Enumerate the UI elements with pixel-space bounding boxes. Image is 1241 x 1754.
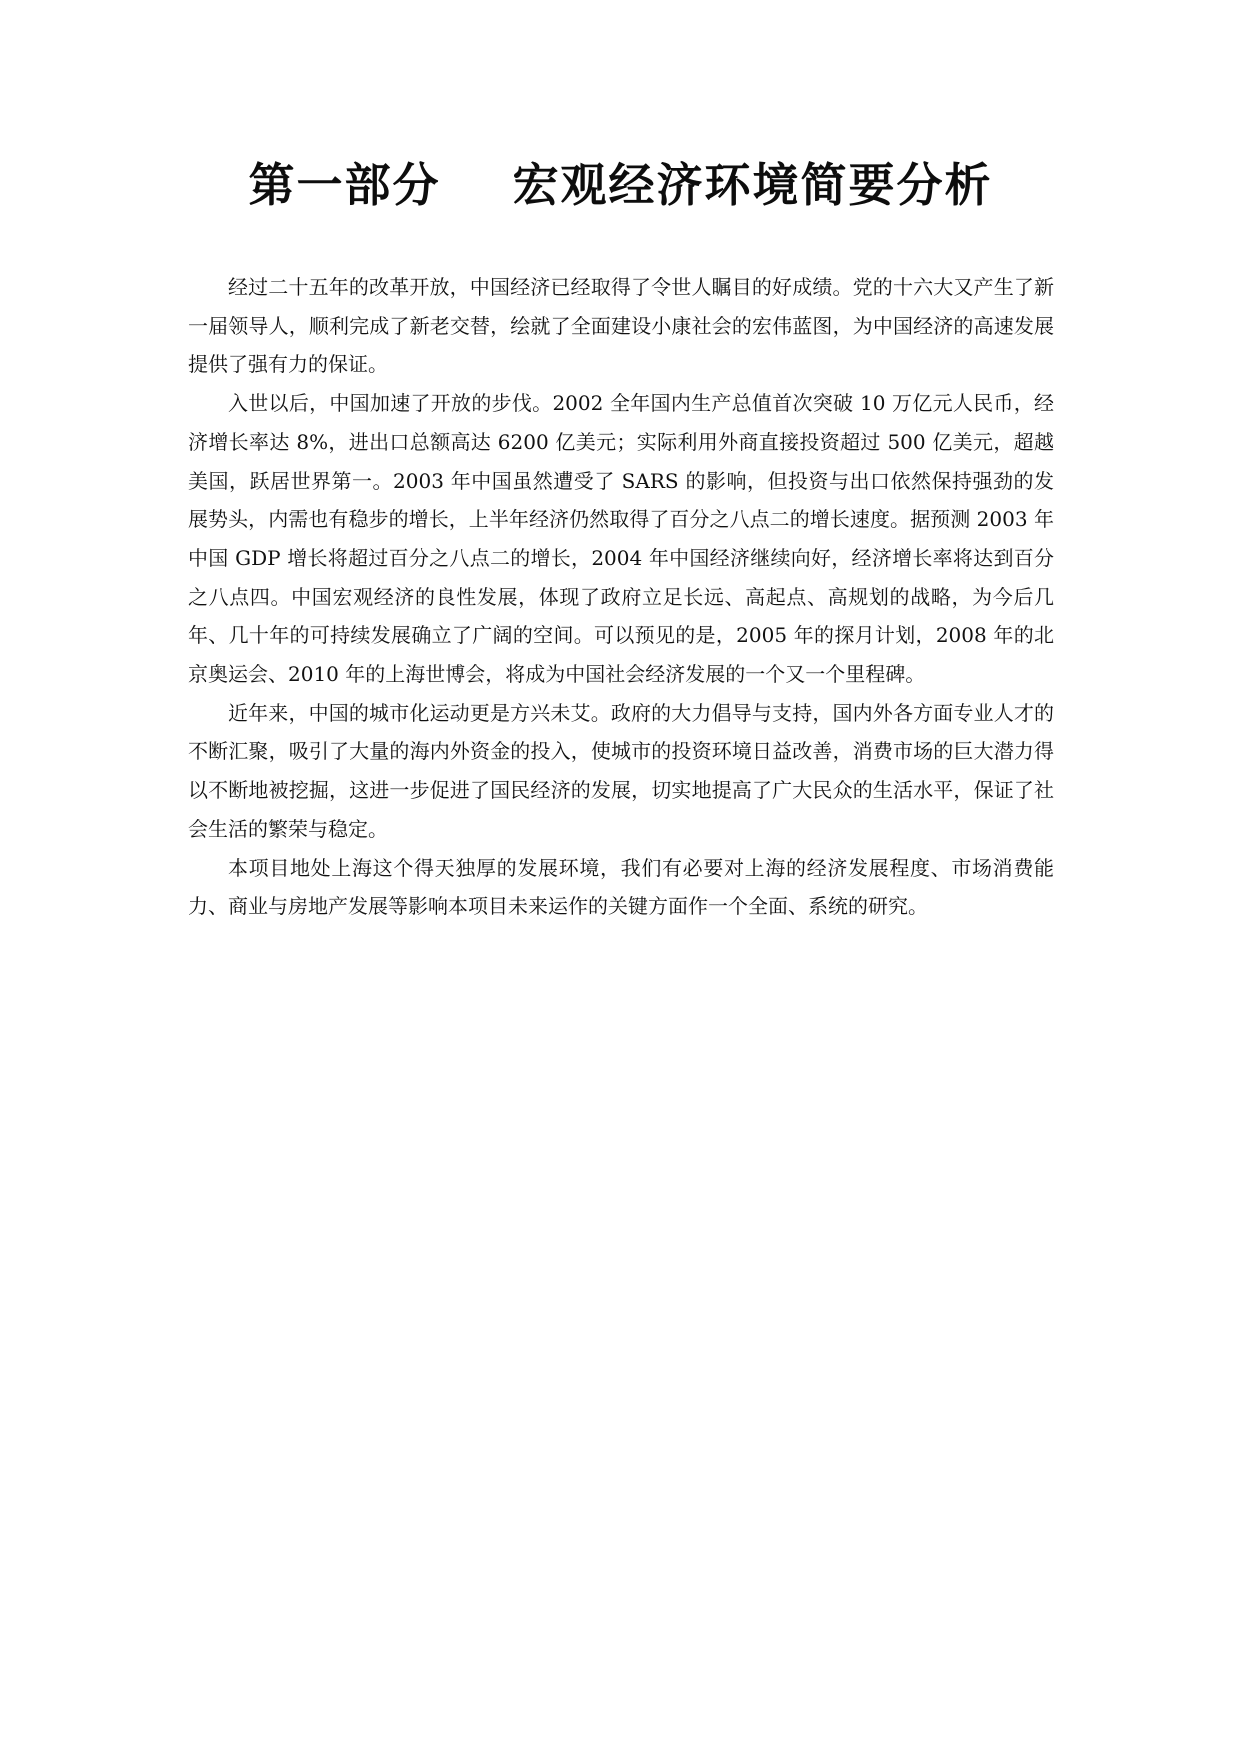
page-title: 第一部分 宏观经济环境简要分析 <box>248 158 993 212</box>
paragraph-reform: 经过二十五年的改革开放，中国经济已经取得了令世人瞩目的好成绩。党的十六大又产生了新一届领导人，顺利完成了新老交替，绘就了全面建设小康社会的宏伟蓝图，为中国经济的高速发展提供了强有力的保证。 <box>188 275 1054 377</box>
paragraph-wto: 入世以后，中国加速了开放的步伐。2002 全年国内生产总值首次突破 10 万亿元人民币，经济增长率达 8%，进出口总额高达 6200 亿美元；实际利用外商直接投资超过 500 亿美元，超越美国，跃居世界第一。2003 年中国虽然遭受了 SARS 的影响，但投资与出口依然保持强劲的发展势头，内需也有稳步的增长，上半年经济仍然取得了百分之八点二的增长速度。据预测 2003 年中国 GDP 增长将超过百分之八点二的增长，2004 年中国经济继续向好，经济增长率将达到百分之八点四。中国宏观经济的良性发展，体现了政府立足长远、高起点、高规划的战略，为今后几年、几十年的可持续发展确立了广阔的空间。可以预见的是，2005 年的探月计划，2008 年的北京奥运会、2010 年的上海世博会，将成为中国社会经济发展的一个又一个里程碑。 <box>188 391 1054 687</box>
paragraph-project: 本项目地处上海这个得天独厚的发展环境，我们有必要对上海的经济发展程度、市场消费能力、商业与房地产发展等影响本项目未来运作的关键方面作一个全面、系统的研究。 <box>188 855 1054 919</box>
paragraph-urbanization: 近年来，中国的城市化运动更是方兴未艾。政府的大力倡导与支持，国内外各方面专业人才的不断汇聚，吸引了大量的海内外资金的投入，使城市的投资环境日益改善，消费市场的巨大潜力得以不断地被挖掘，这进一步促进了国民经济的发展，切实地提高了广大民众的生活水平，保证了社会生活的繁荣与稳定。 <box>188 700 1054 841</box>
body-text <box>188 268 1054 926</box>
